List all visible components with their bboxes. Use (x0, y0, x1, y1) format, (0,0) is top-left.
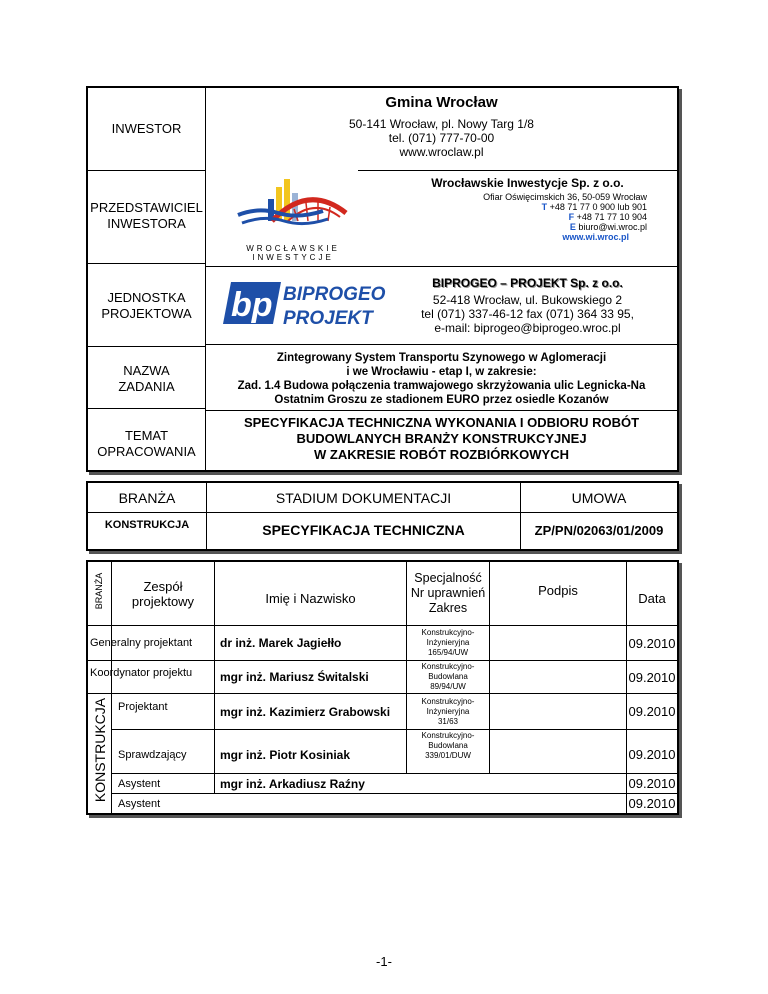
przedstawiciel-label: PRZEDSTAWICIEL INWESTORA (90, 200, 203, 231)
nazwa-zadania-text: Zintegrowany System Transportu Szynowego w Aglomeracji i we Wrocławiu - etap I, w zakresie: Zad. 1.4 Budowa połączenia tramwajowego skrzyżowania ulic Legnicka-Na Ostatnim Groszu ze stadionem EURO przez osiedle Kozanów (237, 352, 646, 406)
jednostka-phone: tel (071) 337-46-12 fax (071) 364 33 95, (421, 307, 634, 321)
team-row-date: 09.2010 (628, 747, 676, 762)
team-row-date: 09.2010 (628, 669, 676, 685)
team-row-name (220, 794, 406, 813)
team-row-date: 09.2010 (628, 796, 676, 811)
wi-logo-line1: WROCŁAWSKIE (246, 244, 340, 253)
col-header-podpis: Podpis (538, 583, 578, 598)
stadium-header-branza: BRANŻA (118, 489, 176, 506)
email-value: biuro@wi.wroc.pl (575, 222, 647, 232)
team-row-spec: Konstrukcyjno- Budowlana 89/94/UW (421, 662, 475, 691)
temat-text: SPECYFIKACJA TECHNICZNA WYKONANIA I ODBIORU ROBÓT BUDOWLANYCH BRANŻY KONSTRUKCYJNEJ W ZAKRESIE ROBÓT ROZBIÓRKOWYCH (243, 415, 640, 462)
przedstawiciel-contact (358, 192, 647, 242)
email-letter: E (569, 222, 576, 232)
team-row-role: Asystent (118, 797, 161, 810)
wroclawskie-inwestycje-logo (228, 173, 358, 263)
stadium-header-stadium: STADIUM DOKUMENTACJI (275, 489, 452, 506)
bp-logo-line1: BIPROGEO (283, 284, 386, 305)
stadium-value-branza: KONSTRUKCJA (104, 519, 190, 531)
team-row-name: mgr inż. Arkadiusz Raźny (220, 776, 365, 791)
stadium-value-stadium: SPECYFIKACJA TECHNICZNA (262, 522, 465, 538)
biprogeo-logo (221, 274, 386, 334)
wi-logo-line2: INWESTYCJE (252, 253, 334, 262)
team-row-date: 09.2010 (628, 635, 676, 651)
jednostka-address: 52-418 Wrocław, ul. Bukowskiego 2 (432, 293, 623, 307)
stadium-box (86, 481, 679, 551)
przedstawiciel-name: Wrocławskie Inwestycje Sp. z o.o. (431, 176, 624, 190)
team-row-spec: Konstrukcyjno- Inżynieryjna 165/94/UW (421, 628, 475, 657)
fax-value: +48 71 77 10 904 (574, 212, 647, 222)
team-row-date: 09.2010 (628, 776, 676, 791)
jednostka-name: BIPROGEO – PROJEKT Sp. z o.o. (432, 276, 623, 290)
team-row-name: mgr inż. Mariusz Świtalski (220, 670, 369, 684)
phone-value: +48 71 77 0 900 lub 901 (547, 202, 647, 212)
col-header-specjalnosc: Specjalność Nr uprawnień Zakres (410, 571, 486, 615)
inwestor-label: INWESTOR (111, 121, 182, 136)
team-row-name: dr inż. Marek Jagiełło (220, 636, 342, 650)
team-row-role: Asystent (118, 777, 161, 790)
nazwa-label: NAZWA ZADANIA (118, 363, 175, 394)
inwestor-phone: tel. (071) 777-70-00 (388, 131, 495, 145)
przedstawiciel-address: Ofiar Oświęcimskich 36, 50-059 Wrocław (483, 192, 647, 202)
team-row-name: mgr inż. Kazimierz Grabowski (220, 704, 391, 719)
team-row-spec: Konstrukcyjno- Inżynieryjna 31/63 (421, 696, 475, 726)
header-box (86, 86, 679, 472)
inwestor-website: www.wroclaw.pl (399, 145, 484, 159)
temat-label: TEMAT OPRACOWANIA (97, 428, 196, 459)
page-number: -1- (376, 954, 392, 969)
jednostka-label: JEDNOSTKA PROJEKTOWA (101, 290, 192, 321)
team-row-role: Koordynator projektu (90, 667, 193, 679)
inwestor-address: 50-141 Wrocław, pl. Nowy Targ 1/8 (349, 117, 534, 131)
team-row-name: mgr inż. Piotr Kosiniak (220, 747, 351, 762)
przedstawiciel-website: www.wi.wroc.pl (562, 232, 629, 242)
team-side-konstrukcja: KONSTRUKCJA (92, 697, 108, 803)
bp-logo-letters: bp (231, 286, 273, 324)
team-side-branza: BRANŻA (94, 572, 104, 610)
team-row-role: Sprawdzający (118, 748, 187, 761)
col-header-imie: Imię i Nazwisko (265, 591, 356, 606)
team-row-date: 09.2010 (628, 704, 676, 719)
stadium-header-umowa: UMOWA (571, 489, 627, 506)
fax-letter: F (568, 212, 575, 222)
jednostka-email: e-mail: biprogeo@biprogeo.wroc.pl (434, 321, 621, 335)
team-row-role: Projektant (118, 700, 168, 713)
bp-logo-line2: PROJEKT (283, 308, 373, 329)
col-header-zespol: Zespół projektowy (131, 578, 195, 609)
team-box (86, 560, 679, 815)
phone-letter: T (541, 202, 548, 212)
col-header-data: Data (638, 591, 666, 606)
team-row-spec: Konstrukcyjno- Budowlana 339/01/DUW (421, 731, 475, 760)
stadium-value-umowa: ZP/PN/02063/01/2009 (534, 522, 664, 538)
inwestor-name: Gmina Wrocław (385, 94, 498, 111)
team-row-role: Generalny projektant (90, 637, 193, 649)
